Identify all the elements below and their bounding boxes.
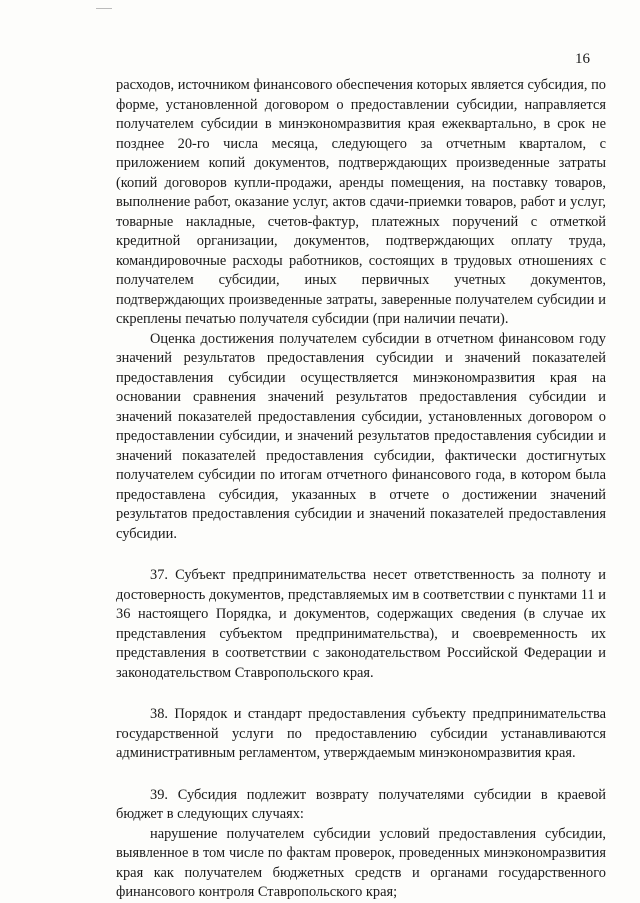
paragraph-report-continuation: расходов, источником финансового обеспечения которых является субсидия, по форме, установленной договором о предоставлении субсидии, направляется получателем субсидии в минэкономразвития края ежеквартально, в срок не позднее 20-го числа месяца, следующего за отчетным кварталом, с приложением копий документов, подтверждающих произведенные затраты (копий договоров купли-продажи, аренды помещения, на поставку товаров, выполнение работ, оказание услуг, актов сдачи-приемки товаров, работ и услуг, товарные накладные, счетов-фактур, платежных поручений с отметкой кредитной организации, документов, подтверждающих оплату труда, командировочные расходы работников, состоящих в трудовых отношениях с получателем субсидии, иных первичных учетных документов, подтверждающих произведенные затраты, заверенные получателем субсидии и скреплены печатью получателя субсидии (при наличии печати). — [116, 77, 606, 327]
paragraph-39-item-violation: нарушение получателем субсидии условий предоставления субсидии, выявленное в том числе по фактам проверок, проведенных минэкономразвития края как получателем бюджетных средств и органами государственного финансового контроля Ставропольского края; — [116, 825, 606, 900]
paragraph-assessment: Оценка достижения получателем субсидии в отчетном финансовом году значений результатов предоставления субсидии и значений показателей предоставления субсидии осуществляется минэкономразвития края на основании сравнения значений результатов предоставления субсидии и значений показателей предоставления субсидии, установленных договором о предоставлении субсидии, и значений результатов предоставления субсидии и значений показателей предоставления субсидии, фактически достигнутых получателем субсидии по итогам отчетного финансового года, в котором была предоставлена субсидия, указанных в отчете о достижении значений результатов предоставления субсидии и значений показателей предоставления субсидии. — [116, 330, 606, 542]
scan-artifact — [96, 8, 112, 9]
paragraph-38: 38. Порядок и стандарт предоставления субъекту предпринимательства государственной услуги по предоставлению субсидии устанавливаются административным регламентом, утверждаемым минэкономразвития края. — [116, 706, 606, 761]
paragraph-39: 39. Субсидия подлежит возврату получателями субсидии в краевой бюджет в следующих случаях: — [116, 786, 606, 822]
page-number: 16 — [575, 51, 590, 67]
document-body — [116, 76, 606, 903]
paragraph-37: 37. Субъект предпринимательства несет ответственность за полноту и достоверность документов, представляемых им в соответствии с пунктами 11 и 36 настоящего Порядка, и документов, содержащих сведения (в случае их представления субъектом предпринимательства), и своевременность их представления в соответствии с законодательством Российской Федерации и законодательством Ставропольского края. — [116, 567, 606, 681]
